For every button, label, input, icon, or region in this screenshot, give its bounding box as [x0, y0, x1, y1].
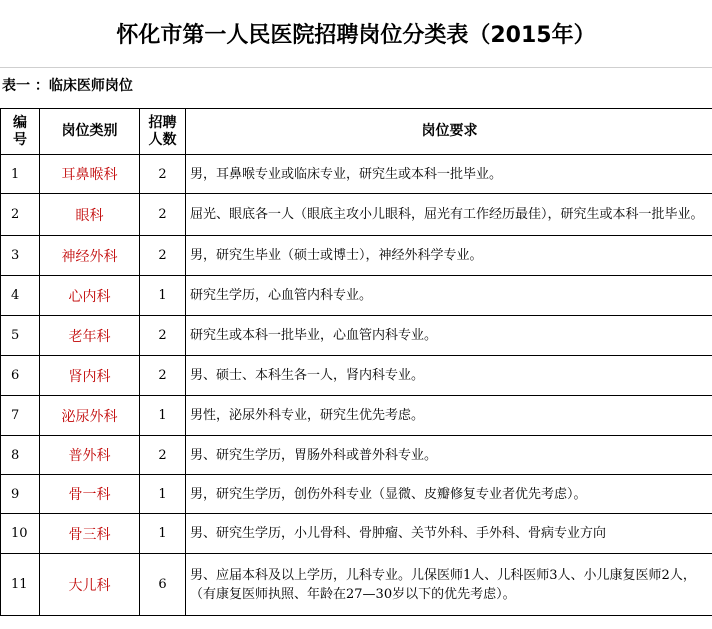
row-department: 老年科 — [40, 316, 140, 356]
header-number: 编号 — [1, 109, 40, 155]
row-department: 耳鼻喉科 — [40, 155, 140, 194]
row-number: 1 — [1, 155, 40, 194]
row-count: 2 — [140, 356, 186, 396]
row-requirement: 男、应届本科及以上学历，儿科专业。儿保医师1人、儿科医师3人、小儿康复医师2人，（有康复医师执照、年龄在27—30岁以下的优先考虑）。 — [186, 554, 712, 616]
row-department: 普外科 — [40, 436, 140, 475]
row-requirement: 男性，泌尿外科专业，研究生优先考虑。 — [186, 396, 712, 436]
row-requirement: 研究生或本科一批毕业，心血管内科专业。 — [186, 316, 712, 356]
row-number: 3 — [1, 236, 40, 276]
row-number: 5 — [1, 316, 40, 356]
row-number: 6 — [1, 356, 40, 396]
table-row — [1, 316, 712, 356]
row-requirement: 男、研究生学历，小儿骨科、骨肿瘤、关节外科、手外科、骨病专业方向 — [186, 514, 712, 554]
row-number: 10 — [1, 514, 40, 554]
table-row — [1, 514, 712, 554]
table-row — [1, 396, 712, 436]
row-count: 2 — [140, 436, 186, 475]
row-department: 心内科 — [40, 276, 140, 316]
row-count: 1 — [140, 396, 186, 436]
row-requirement: 男，研究生学历，创伤外科专业（显微、皮瓣修复专业者优先考虑）。 — [186, 475, 712, 514]
table-row — [1, 155, 712, 194]
row-department: 大儿科 — [40, 554, 140, 616]
row-number: 7 — [1, 396, 40, 436]
table-subtitle: 表一 ：临床医师岗位 — [2, 78, 133, 94]
page-title: 怀化市第一人民医院招聘岗位分类表（2015年） — [0, 0, 712, 68]
row-count: 2 — [140, 316, 186, 356]
table-body — [1, 155, 712, 616]
header-requirement: 岗位要求 — [186, 109, 712, 155]
row-requirement: 研究生学历，心血管内科专业。 — [186, 276, 712, 316]
table-row — [1, 475, 712, 514]
row-department: 眼科 — [40, 194, 140, 236]
row-count: 1 — [140, 475, 186, 514]
row-requirement: 男、研究生学历，胃肠外科或普外科专业。 — [186, 436, 712, 475]
row-requirement: 男，耳鼻喉专业或临床专业，研究生或本科一批毕业。 — [186, 155, 712, 194]
row-count: 1 — [140, 514, 186, 554]
row-number: 4 — [1, 276, 40, 316]
row-count: 6 — [140, 554, 186, 616]
table-row — [1, 356, 712, 396]
row-department: 泌尿外科 — [40, 396, 140, 436]
row-department: 骨三科 — [40, 514, 140, 554]
row-department: 骨一科 — [40, 475, 140, 514]
recruitment-table — [0, 108, 712, 616]
table-row — [1, 276, 712, 316]
table-row — [1, 554, 712, 616]
header-category: 岗位类别 — [40, 109, 140, 155]
table-row — [1, 194, 712, 236]
recruitment-table-container — [0, 108, 712, 629]
table-row — [1, 436, 712, 475]
row-requirement: 男、硕士、本科生各一人，肾内科专业。 — [186, 356, 712, 396]
row-count: 2 — [140, 155, 186, 194]
header-count: 招聘人数 — [140, 109, 186, 155]
row-requirement: 男，研究生毕业（硕士或博士），神经外科学专业。 — [186, 236, 712, 276]
row-department: 肾内科 — [40, 356, 140, 396]
table-row — [1, 236, 712, 276]
row-number: 11 — [1, 554, 40, 616]
row-department: 神经外科 — [40, 236, 140, 276]
row-count: 2 — [140, 236, 186, 276]
row-count: 1 — [140, 276, 186, 316]
row-number: 9 — [1, 475, 40, 514]
table-header-row — [1, 109, 712, 155]
row-count: 2 — [140, 194, 186, 236]
row-number: 2 — [1, 194, 40, 236]
row-number: 8 — [1, 436, 40, 475]
row-requirement: 屈光、眼底各一人（眼底主攻小儿眼科，屈光有工作经历最佳），研究生或本科一批毕业。 — [186, 194, 712, 236]
